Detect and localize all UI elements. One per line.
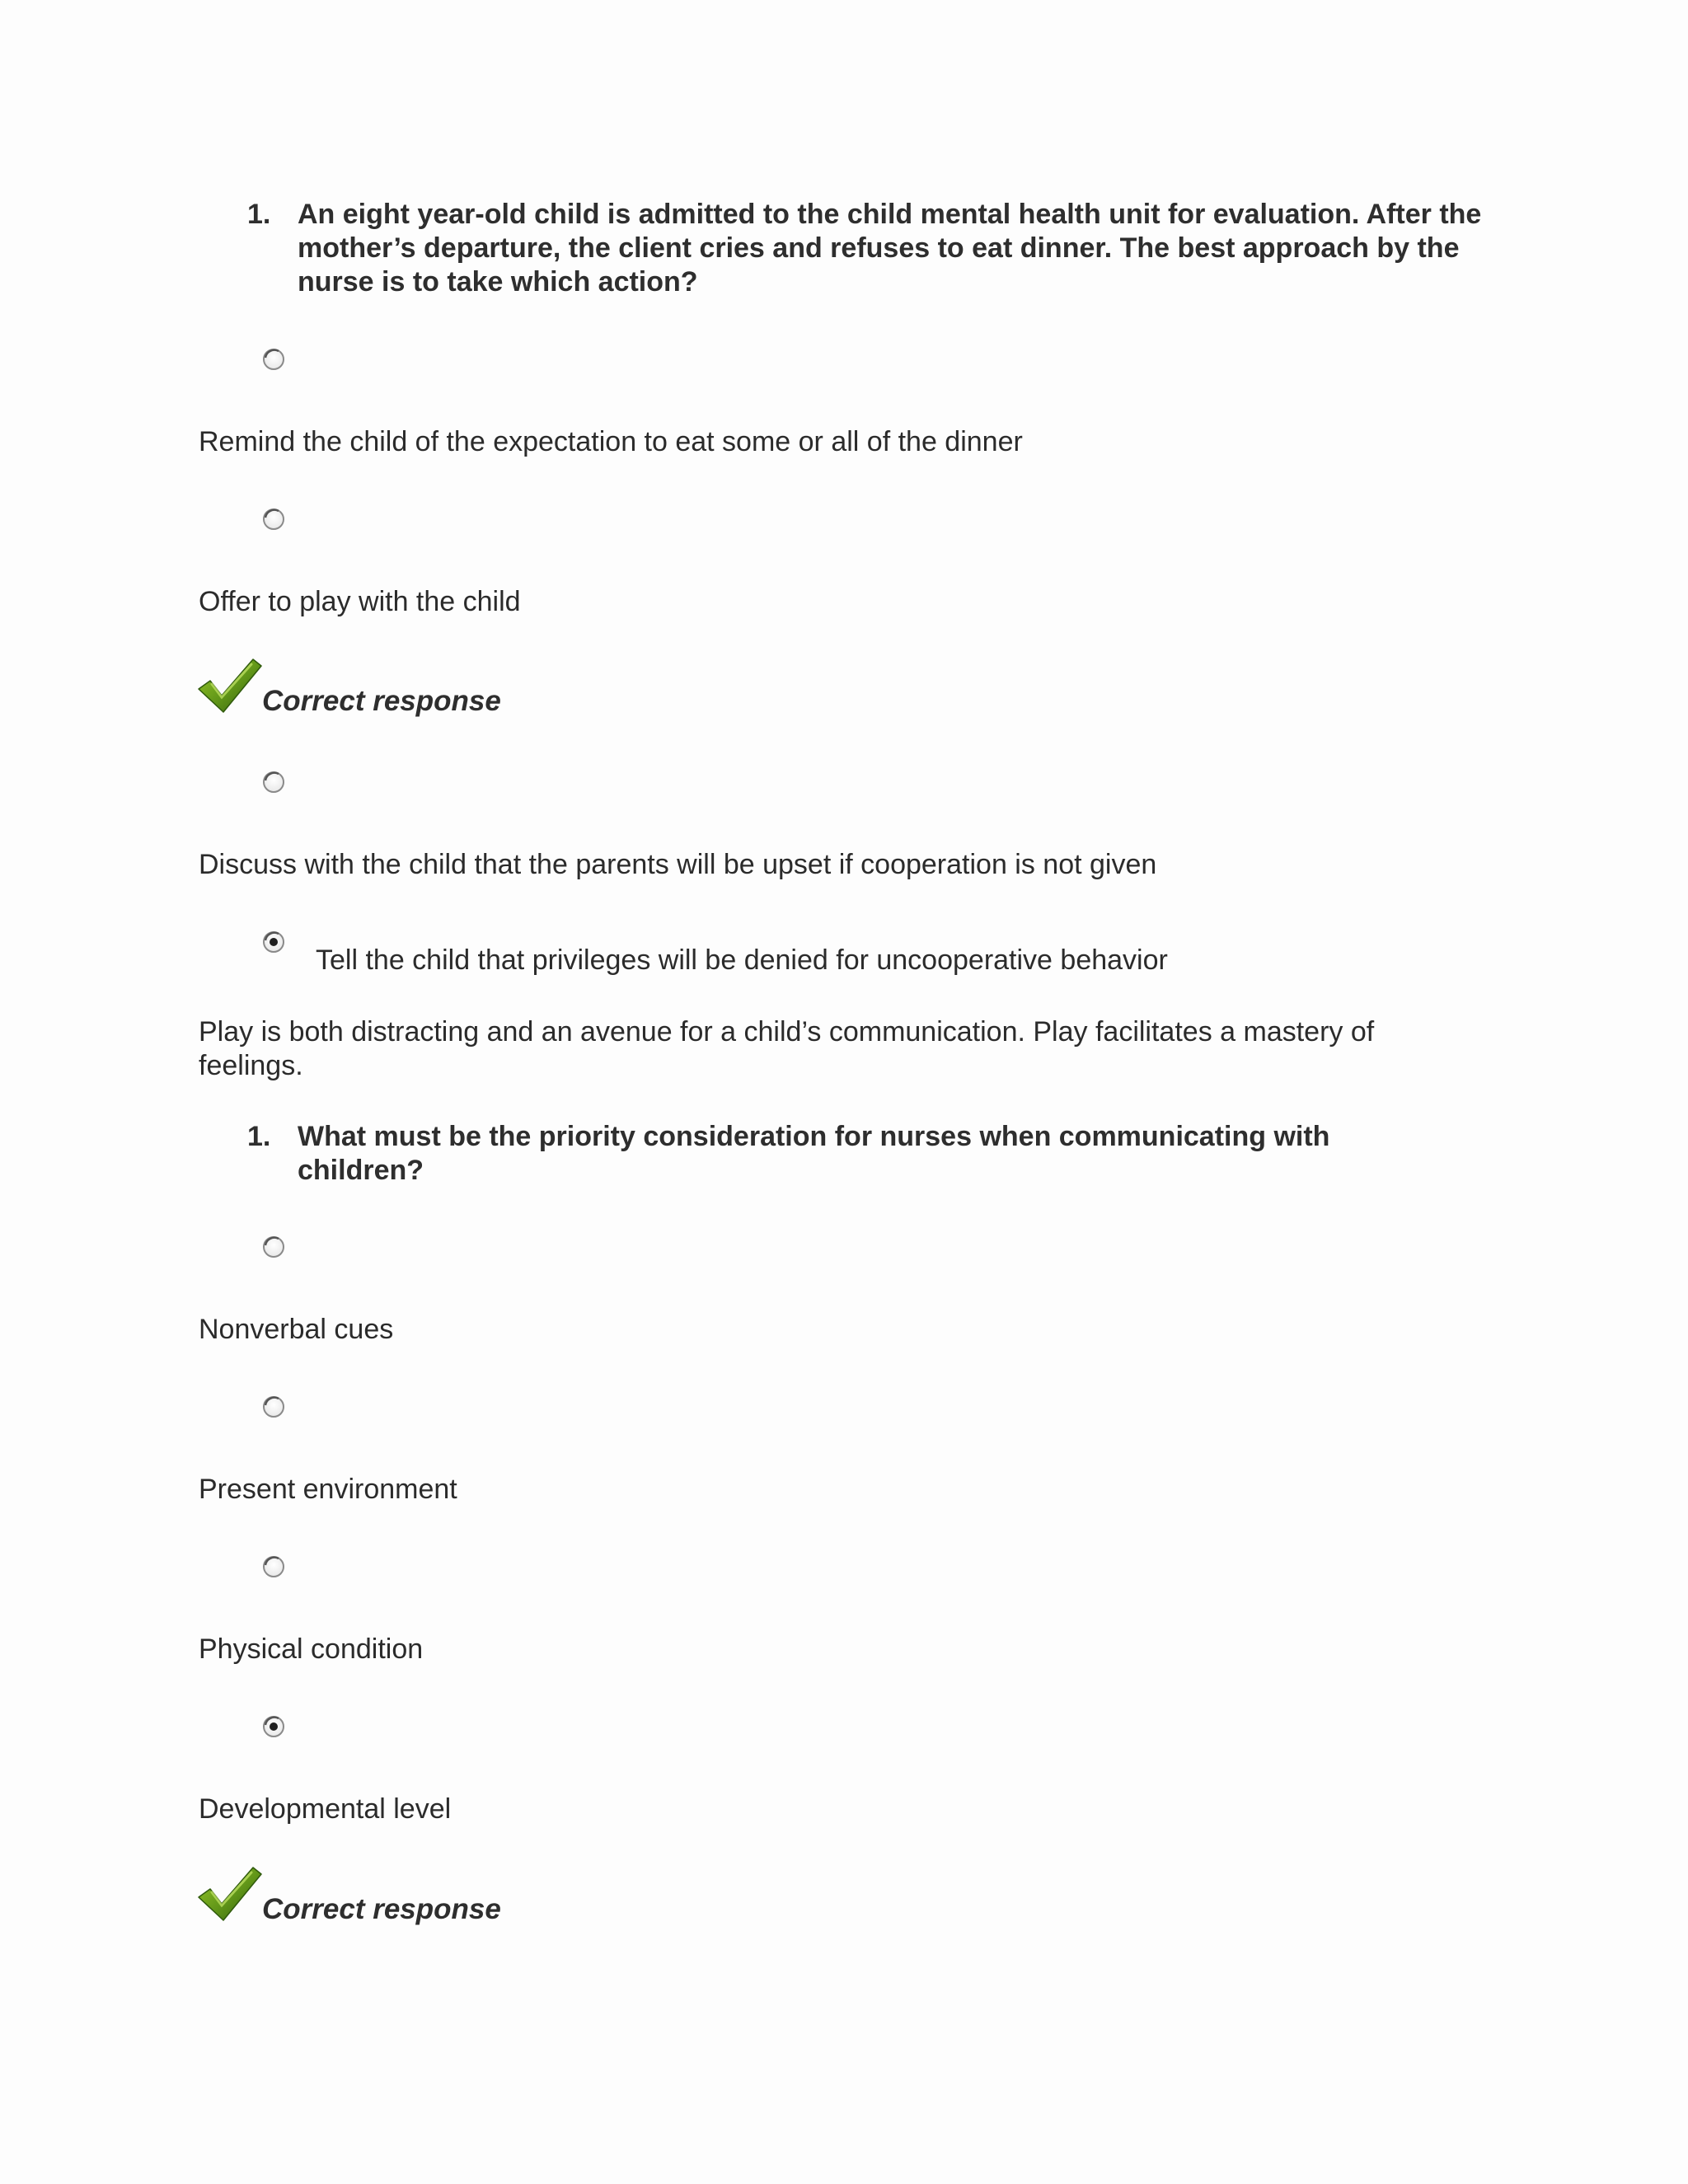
answer-option[interactable]: Nonverbal cues (199, 1314, 394, 1345)
correct-response-label: Correct response (262, 1893, 501, 1925)
answer-option[interactable]: Discuss with the child that the parents will be upset if cooperation is not given (199, 849, 1157, 880)
radio-button-icon[interactable] (262, 1395, 285, 1418)
radio-button-selected-icon[interactable] (262, 930, 285, 954)
checkmark-icon (197, 658, 263, 717)
radio-button-icon[interactable] (262, 771, 285, 794)
correct-response-indicator (197, 1866, 543, 1932)
answer-option[interactable]: Offer to play with the child (199, 586, 521, 617)
radio-button-icon[interactable] (262, 508, 285, 531)
radio-button-selected-icon[interactable] (262, 1715, 285, 1738)
radio-button-icon[interactable] (262, 1235, 285, 1258)
checkmark-icon (197, 1866, 263, 1925)
question-number: 1. (247, 199, 271, 230)
answer-option[interactable]: Physical condition (199, 1633, 424, 1665)
question-text: What must be the priority consideration for nurses when communicating with children? (298, 1121, 1330, 1186)
radio-button-icon[interactable] (262, 348, 285, 371)
answer-option-selected[interactable]: Developmental level (199, 1793, 452, 1825)
answer-option[interactable]: Present environment (199, 1474, 457, 1505)
question-text: An eight year-old child is admitted to the child mental health unit for evaluation. After the mother’s departure, the client cries and refuses to eat dinner. The best approach by the nurse is to take which action? (298, 199, 1482, 298)
radio-button-icon[interactable] (262, 1555, 285, 1578)
question-number: 1. (247, 1121, 271, 1152)
rationale-text: Play is both distracting and an avenue for a child’s communication. Play facilitates a mastery of feelings. (199, 1016, 1375, 1081)
correct-response-label: Correct response (262, 685, 501, 717)
correct-response-indicator (197, 658, 543, 724)
answer-option[interactable]: Remind the child of the expectation to eat some or all of the dinner (199, 426, 1023, 457)
answer-option-selected[interactable]: Tell the child that privileges will be denied for uncooperative behavior (316, 944, 1168, 976)
